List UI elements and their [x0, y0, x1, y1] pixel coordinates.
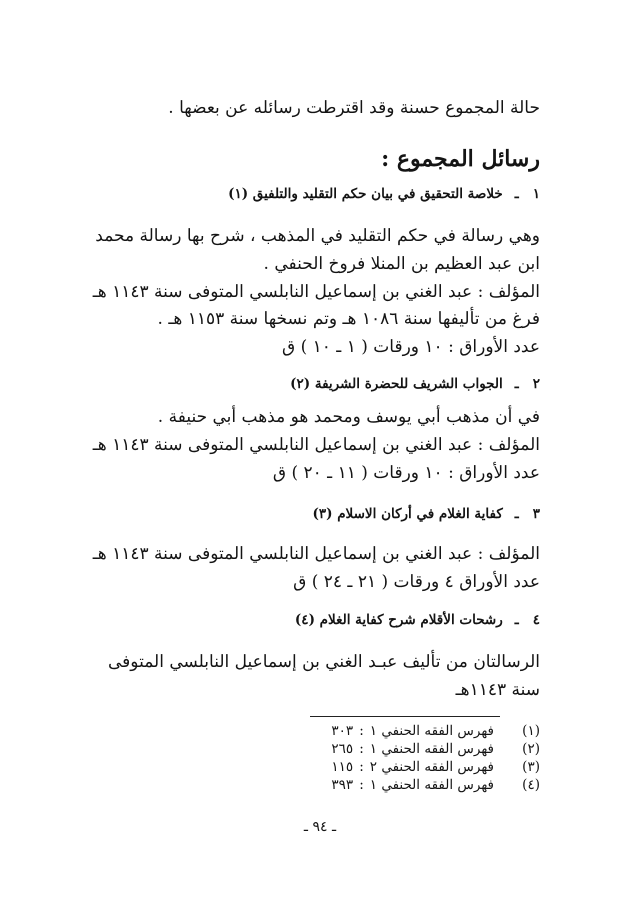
footnote-2-mark: (٢) — [522, 741, 540, 757]
footnote-2-vol: ١ — [369, 741, 378, 757]
footnote-4-mark: (٤) — [522, 777, 540, 793]
item-2-line-2: المؤلف : عبد الغني بن إسماعيل النابلسي المتوفى سنة ١١٤٣ هـ — [92, 435, 540, 455]
section-heading: رسائل المجموع : — [381, 146, 540, 172]
footnote-3-vol: ٢ — [369, 759, 378, 775]
item-4-dash: ـ — [514, 612, 519, 628]
footnote-3-page: ١١٥ — [331, 759, 354, 775]
footnote-1-page: ٣٠٣ — [331, 723, 354, 739]
footnote-3-mark: (٣) — [522, 759, 540, 775]
item-4-number: ٤ — [532, 612, 540, 628]
item-1-line-1: وهي رسالة في حكم التقليد في المذهب ، شرح بها رسالة محمد — [95, 226, 540, 246]
footnote-1-colon: : — [359, 723, 364, 739]
item-1-line-4: فرغ من تأليفها سنة ١٠٨٦ هـ وتم نسخها سنة ١١٥٣ هـ . — [157, 309, 540, 329]
footnote-1-source: فهرس الفقه الحنفي — [381, 723, 494, 739]
item-4-title: رشحات الأقلام شرح كفاية الغلام (٤) — [294, 612, 503, 628]
footnote-3-colon: : — [359, 759, 364, 775]
footnote-2-colon: : — [359, 741, 364, 757]
footnote-4-colon: : — [359, 777, 364, 793]
footnote-4-vol: ١ — [369, 777, 378, 793]
item-3-number: ٣ — [532, 506, 540, 522]
item-2-title: الجواب الشريف للحضرة الشريفة (٢) — [290, 376, 503, 392]
item-1-title: خلاصة التحقيق في بيان حكم التقليد والتلفيق (١) — [228, 186, 503, 202]
page-number: ـ ٩٤ ـ — [303, 819, 337, 835]
footnote-4-page: ٣٩٣ — [331, 777, 354, 793]
item-3-title: كفاية الغلام في أركان الاسلام (٣) — [312, 506, 503, 522]
footnote-1-mark: (١) — [522, 723, 540, 739]
item-1-line-3: المؤلف : عبد الغني بن إسماعيل النابلسي المتوفى سنة ١١٤٣ هـ — [92, 282, 540, 302]
footnote-4 — [100, 777, 540, 793]
item-1-line-2: ابن عبد العظيم بن المنلا فروخ الحنفي . — [263, 254, 540, 274]
item-2-dash: ـ — [514, 376, 519, 392]
footnote-separator — [310, 716, 500, 717]
footnote-4-source: فهرس الفقه الحنفي — [381, 777, 494, 793]
footnote-1-vol: ١ — [369, 723, 378, 739]
item-1-title-line — [100, 186, 540, 202]
footnote-2-page: ٢٦٥ — [331, 741, 354, 757]
item-3-dash: ـ — [514, 506, 519, 522]
intro-line: حالة المجموع حسنة وقد اقترطت رسائله عن بعضها . — [168, 98, 540, 118]
footnote-3-source: فهرس الفقه الحنفي — [381, 759, 494, 775]
item-4-line-1: الرسالتان من تأليف عبـد الغني بن إسماعيل النابلسي المتوفى — [108, 652, 540, 672]
item-3-line-2: عدد الأوراق ٤ ورقات ( ٢١ ـ ٢٤ ) ق — [293, 572, 540, 592]
item-3-line-1: المؤلف : عبد الغني بن إسماعيل النابلسي المتوفى سنة ١١٤٣ هـ — [92, 544, 540, 564]
footnote-3 — [100, 759, 540, 775]
item-4-title-line — [100, 612, 540, 628]
item-2-number: ٢ — [532, 376, 540, 392]
footnote-1 — [100, 723, 540, 739]
item-3-title-line — [100, 506, 540, 522]
item-1-dash: ـ — [514, 186, 519, 202]
item-1-number: ١ — [532, 186, 540, 202]
item-1-line-5: عدد الأوراق : ١٠ ورقات ( ١ ـ ١٠ ) ق — [281, 337, 540, 357]
item-2-title-line — [100, 376, 540, 392]
footnote-2 — [100, 741, 540, 757]
item-4-line-2: سنة ١١٤٣هـ — [455, 680, 540, 700]
item-2-line-3: عدد الأوراق : ١٠ ورقات ( ١١ ـ ٢٠ ) ق — [272, 463, 540, 483]
footnote-2-source: فهرس الفقه الحنفي — [381, 741, 494, 757]
item-2-line-1: في أن مذهب أبي يوسف ومحمد هو مذهب أبي حنيفة . — [157, 407, 540, 427]
